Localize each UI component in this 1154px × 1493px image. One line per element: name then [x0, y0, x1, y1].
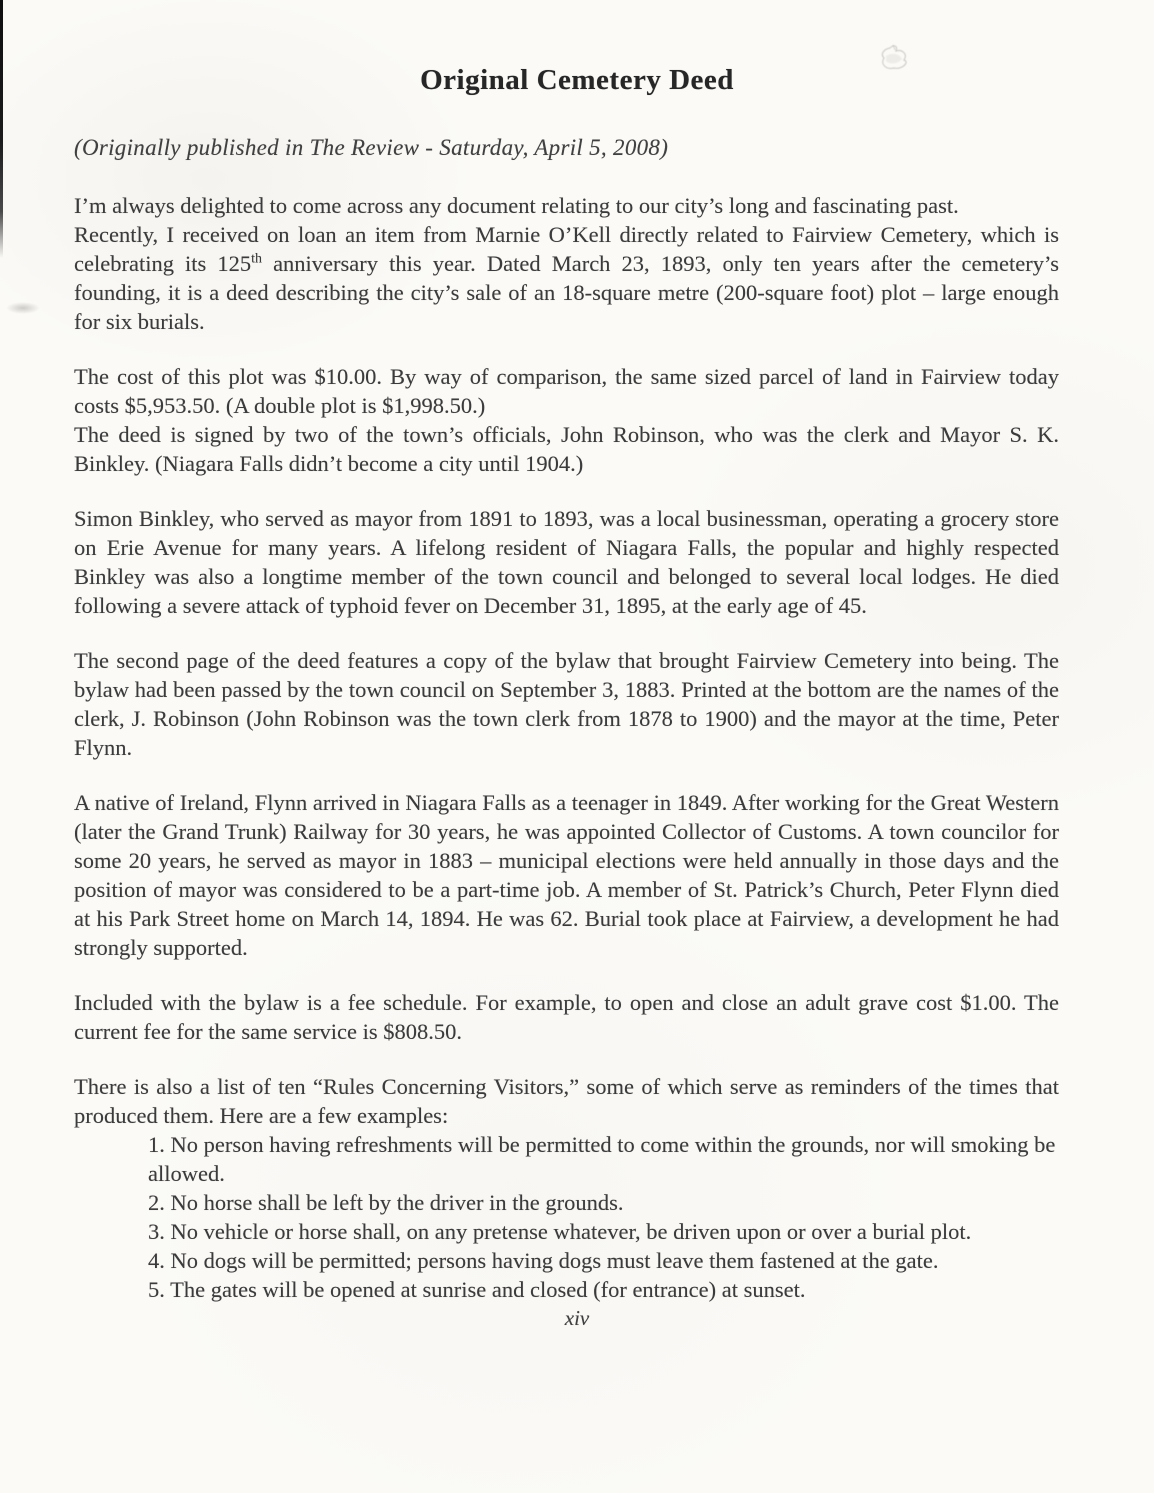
- scan-smudge: [6, 302, 40, 314]
- superscript-th: th: [251, 251, 262, 267]
- rule-item: 5. The gates will be opened at sunrise and closed (for entrance) at sunset.: [148, 1277, 806, 1302]
- page-number: xiv: [564, 1306, 590, 1330]
- paragraph-rules-intro: There is also a list of ten “Rules Concerning Visitors,” some of which serve as reminders of the times that produced them. Here are a few examples:: [74, 1074, 1059, 1128]
- paragraph-flynn: A native of Ireland, Flynn arrived in Niagara Falls as a teenager in 1849. After working for the Great Western (later the Grand Trunk) Railway for 30 years, he was appointed Collector of Customs. A town councilor for some 20 years, he served as mayor in 1883 – municipal elections were held annually in those days and the position of mayor was considered to be a part-time job. A member of St. Patrick’s Church, Peter Flynn died at his Park Street home on March 14, 1894. He was 62. Burial took place at Fairview, a development he had strongly supported.: [74, 790, 1059, 960]
- page-title: Original Cemetery Deed: [420, 64, 734, 96]
- rule-item: 3. No vehicle or horse shall, on any pretense whatever, be driven upon or over a burial plot.: [148, 1219, 972, 1244]
- paragraph-recently-part2: anniversary this year. Dated March 23, 1893, only ten years after the cemetery’s founding, it is a deed describing the city’s sale of an 18-square metre (200-square foot) plot – large enough for six burials.: [74, 251, 1059, 334]
- byline: (Originally published in The Review - Saturday, April 5, 2008): [74, 135, 669, 160]
- paragraph-second-page: The second page of the deed features a copy of the bylaw that brought Fairview Cemetery into being. The bylaw had been passed by the town council on September 3, 1883. Printed at the bottom are the names of the clerk, J. Robinson (John Robinson was the town clerk from 1878 to 1900) and the mayor at the time, Peter Flynn.: [74, 648, 1059, 760]
- article-body: [74, 191, 1059, 1304]
- paragraph-intro: I’m always delighted to come across any document relating to our city’s long and fascinating past.: [74, 193, 959, 218]
- scan-edge-artifact: [0, 0, 3, 258]
- paragraph-recently-part1: Recently, I received on loan an item from Marnie O’Kell directly related to Fairview Cemetery, which is celebrating its 125: [74, 222, 1059, 276]
- rule-item: 1. No person having refreshments will be permitted to come within the grounds, nor will smoking be allowed.: [148, 1132, 1056, 1186]
- paragraph-cost: The cost of this plot was $10.00. By way of comparison, the same sized parcel of land in Fairview today costs $5,953.50. (A double plot is $1,998.50.): [74, 364, 1059, 418]
- rules-list: [148, 1130, 1059, 1304]
- scan-smudge-icon: [872, 42, 918, 82]
- rule-item: 2. No horse shall be left by the driver in the grounds.: [148, 1190, 624, 1215]
- paragraph-recently: [74, 220, 1059, 336]
- paragraph-fee-schedule: Included with the bylaw is a fee schedule. For example, to open and close an adult grave cost $1.00. The current fee for the same service is $808.50.: [74, 990, 1059, 1044]
- paragraph-binkley: Simon Binkley, who served as mayor from 1891 to 1893, was a local businessman, operating a grocery store on Erie Avenue for many years. A lifelong resident of Niagara Falls, the popular and highly respected Binkley was also a longtime member of the town council and belonged to several local lodges. He died following a severe attack of typhoid fever on December 31, 1895, at the early age of 45.: [74, 506, 1059, 618]
- paragraph-deed-signed: The deed is signed by two of the town’s officials, John Robinson, who was the clerk and Mayor S. K. Binkley. (Niagara Falls didn’t become a city until 1904.): [74, 422, 1059, 476]
- rule-item: 4. No dogs will be permitted; persons having dogs must leave them fastened at the gate.: [148, 1248, 939, 1273]
